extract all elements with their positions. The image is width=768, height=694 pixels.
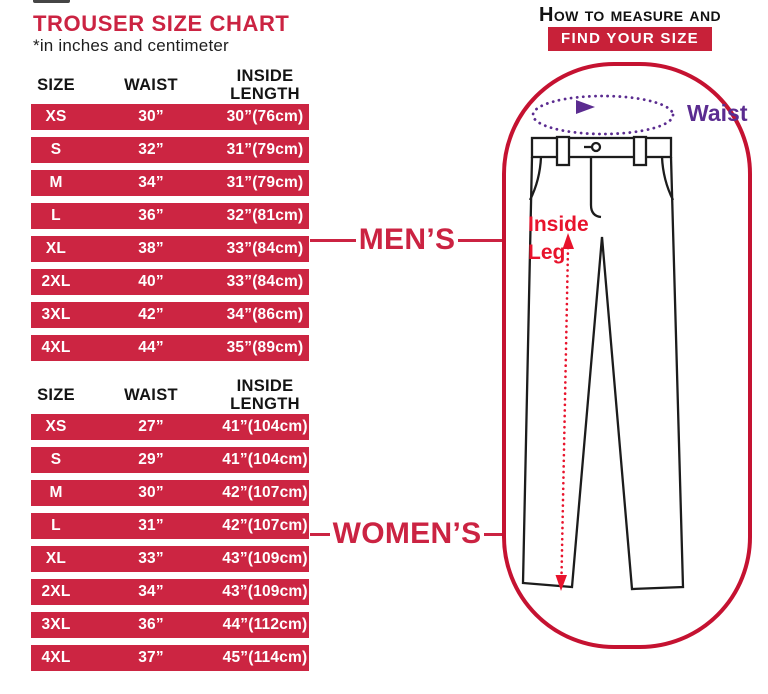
waist-label: Waist bbox=[687, 100, 748, 126]
cell-waist: 38” bbox=[138, 240, 164, 257]
mens-label: MEN’S bbox=[358, 223, 456, 256]
table-row bbox=[31, 104, 309, 130]
womens-size-table bbox=[31, 376, 309, 678]
table-row bbox=[31, 269, 309, 295]
womens-table-header-row bbox=[31, 376, 309, 414]
cell-inside-length: 43”(109cm) bbox=[222, 550, 308, 567]
cell-waist: 34” bbox=[138, 174, 164, 191]
measurement-diagram bbox=[500, 58, 760, 658]
mens-table-header-row bbox=[31, 66, 309, 104]
column-header-size: SIZE bbox=[37, 385, 75, 404]
cell-waist: 40” bbox=[138, 273, 164, 290]
column-header-waist: WAIST bbox=[124, 75, 178, 94]
column-header-inside-length: INSIDE LENGTH bbox=[230, 376, 300, 413]
cell-size: XS bbox=[45, 108, 67, 125]
cell-size: M bbox=[49, 484, 63, 501]
inside-leg-measure bbox=[556, 233, 575, 591]
cell-waist: 42” bbox=[138, 306, 164, 323]
page-title: TROUSER SIZE CHART bbox=[33, 11, 290, 36]
cell-inside-length: 33”(84cm) bbox=[226, 273, 304, 290]
cell-size: S bbox=[50, 451, 62, 468]
table-row bbox=[31, 170, 309, 196]
right-belt-loop bbox=[634, 137, 646, 165]
guide-heading: How to measure and bbox=[539, 4, 721, 26]
column-header-size: SIZE bbox=[37, 75, 75, 94]
inside-leg-label: Inside Leg bbox=[528, 213, 589, 265]
cell-waist: 29” bbox=[138, 451, 164, 468]
cell-size: S bbox=[50, 141, 62, 158]
waist-arrowhead-icon bbox=[576, 100, 595, 114]
table-row bbox=[31, 137, 309, 163]
cell-waist: 31” bbox=[138, 517, 164, 534]
table-row bbox=[31, 546, 309, 572]
cell-size: 2XL bbox=[41, 273, 71, 290]
left-belt-loop bbox=[557, 137, 569, 165]
cell-size: 4XL bbox=[41, 339, 71, 356]
page-subtitle: *in inches and centimeter bbox=[33, 36, 229, 55]
mens-connector bbox=[310, 223, 504, 257]
cell-inside-length: 32”(81cm) bbox=[226, 207, 304, 224]
cell-inside-length: 31”(79cm) bbox=[226, 174, 304, 191]
connector-line bbox=[310, 239, 356, 242]
mens-size-table bbox=[31, 66, 309, 368]
cell-inside-length: 41”(104cm) bbox=[222, 451, 308, 468]
column-header-waist: WAIST bbox=[124, 385, 178, 404]
column-header-inside-length: INSIDE LENGTH bbox=[230, 66, 300, 103]
inside-leg-dotted-line bbox=[562, 248, 569, 576]
cell-inside-length: 34”(86cm) bbox=[226, 306, 304, 323]
cell-waist: 30” bbox=[138, 108, 164, 125]
waistband bbox=[532, 138, 671, 157]
cell-size: 4XL bbox=[41, 649, 71, 666]
cell-waist: 34” bbox=[138, 583, 164, 600]
guide-badge-wrap bbox=[500, 27, 760, 51]
cell-size: L bbox=[51, 517, 61, 534]
cell-size: XS bbox=[45, 418, 67, 435]
cell-size: XL bbox=[45, 550, 67, 567]
cell-inside-length: 43”(109cm) bbox=[222, 583, 308, 600]
table-row bbox=[31, 236, 309, 262]
cropped-edge-artifact bbox=[33, 0, 70, 3]
cell-waist: 30” bbox=[138, 484, 164, 501]
table-row bbox=[31, 447, 309, 473]
cell-waist: 32” bbox=[138, 141, 164, 158]
table-row bbox=[31, 414, 309, 440]
connector-line bbox=[458, 239, 504, 242]
cell-inside-length: 30”(76cm) bbox=[226, 108, 304, 125]
table-row bbox=[31, 612, 309, 638]
womens-connector bbox=[310, 517, 504, 551]
cell-inside-length: 45”(114cm) bbox=[222, 649, 308, 666]
cell-inside-length: 31”(79cm) bbox=[226, 141, 304, 158]
table-row bbox=[31, 579, 309, 605]
cell-waist: 36” bbox=[138, 616, 164, 633]
cell-waist: 37” bbox=[138, 649, 164, 666]
down-arrowhead-icon bbox=[556, 575, 568, 591]
table-row bbox=[31, 480, 309, 506]
table-row bbox=[31, 645, 309, 671]
cell-size: M bbox=[49, 174, 63, 191]
cell-waist: 44” bbox=[138, 339, 164, 356]
cell-size: 2XL bbox=[41, 583, 71, 600]
table-row bbox=[31, 513, 309, 539]
waist-measure-ellipse bbox=[533, 96, 673, 134]
find-your-size-badge: FIND YOUR SIZE bbox=[548, 27, 712, 51]
connector-line bbox=[310, 533, 330, 536]
cell-inside-length: 41”(104cm) bbox=[222, 418, 308, 435]
table-row bbox=[31, 335, 309, 361]
cell-size: L bbox=[51, 207, 61, 224]
trousers-outline bbox=[523, 137, 683, 589]
cell-waist: 33” bbox=[138, 550, 164, 567]
cell-inside-length: 42”(107cm) bbox=[222, 517, 308, 534]
womens-label: WOMEN’S bbox=[332, 517, 482, 550]
cell-waist: 27” bbox=[138, 418, 164, 435]
cell-size: 3XL bbox=[41, 616, 71, 633]
cell-waist: 36” bbox=[138, 207, 164, 224]
cell-inside-length: 42”(107cm) bbox=[222, 484, 308, 501]
table-row bbox=[31, 302, 309, 328]
fly-line bbox=[591, 158, 601, 217]
cell-size: XL bbox=[45, 240, 67, 257]
table-row bbox=[31, 203, 309, 229]
cell-inside-length: 35”(89cm) bbox=[226, 339, 304, 356]
cell-inside-length: 33”(84cm) bbox=[226, 240, 304, 257]
cell-inside-length: 44”(112cm) bbox=[222, 616, 308, 633]
cell-size: 3XL bbox=[41, 306, 71, 323]
